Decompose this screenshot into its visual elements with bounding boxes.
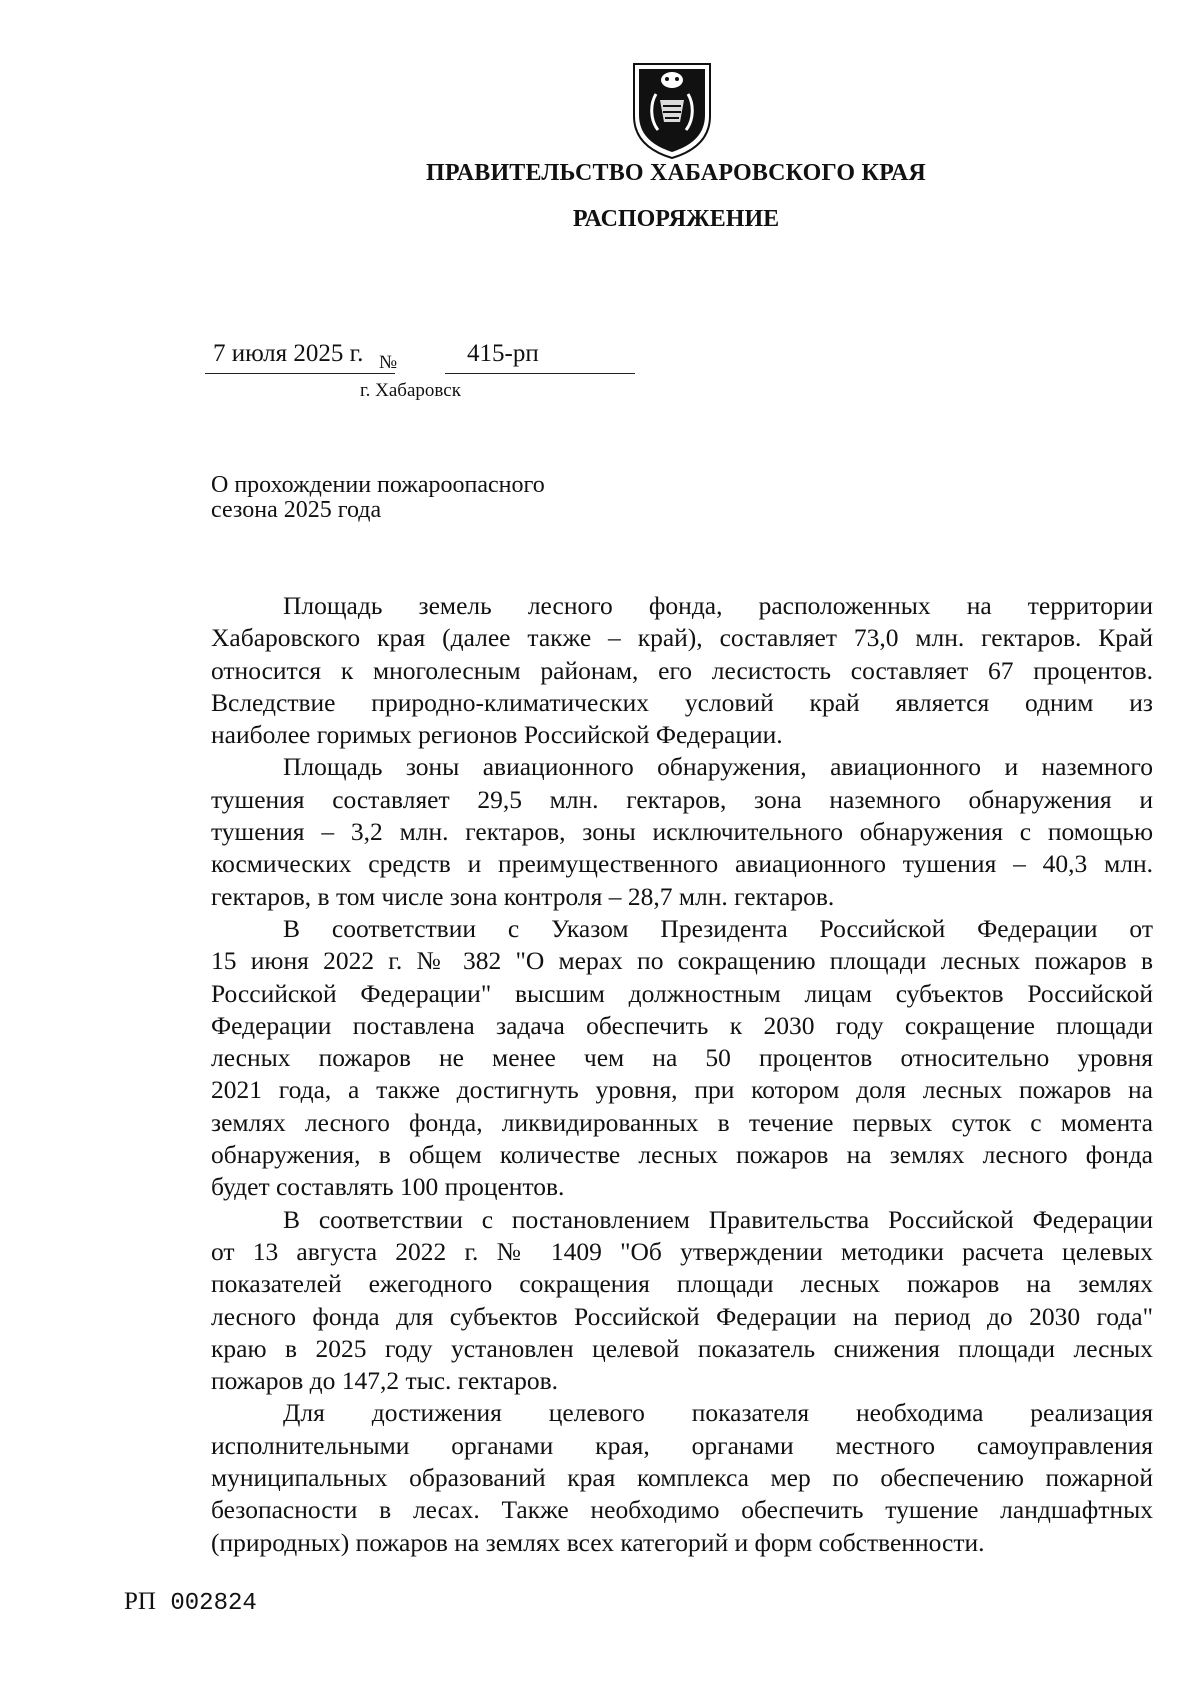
- text-line: 15 июня 2022 г. № 382 "О мерах по сокращению площади лесных пожаров в: [211, 946, 1153, 976]
- paragraph: [211, 1397, 1153, 1558]
- text-line: наиболее горимых регионов Российской Федерации.: [211, 720, 783, 750]
- text-line: обнаружения, в общем количестве лесных пожаров на землях лесного фонда: [211, 1140, 1153, 1170]
- date-underline: [205, 373, 395, 374]
- text-line: Площадь земель лесного фонда, расположенных на территории: [283, 591, 1153, 620]
- paragraph: [211, 1204, 1153, 1398]
- subject-line: О прохождении пожароопасного: [211, 472, 545, 498]
- document-body: [211, 590, 1153, 1559]
- text-line: землях лесного фонда, ликвидированных в течение первых суток с момента: [211, 1107, 1153, 1137]
- text-line: относится к многолесным районам, его лесистость составляет 67 процентов.: [211, 655, 1153, 685]
- subject-line: сезона 2025 года: [211, 497, 382, 523]
- text-line: тушения составляет 29,5 млн. гектаров, зона наземного обнаружения и: [211, 784, 1153, 814]
- text-line: лесных пожаров не менее чем на 50 процентов относительно уровня: [211, 1043, 1153, 1073]
- text-line: Федерации поставлена задача обеспечить к 2030 году сокращение площади: [211, 1010, 1153, 1040]
- form-serial-code: [124, 1588, 257, 1617]
- paragraph: [211, 590, 1153, 751]
- text-line: тушения – 3,2 млн. гектаров, зоны исключительного обнаружения с помощью: [211, 817, 1153, 847]
- text-line: Площадь зоны авиационного обнаружения, авиационного и наземного: [283, 752, 1153, 782]
- text-line: В соответствии с Указом Президента Российской Федерации от: [283, 913, 1153, 943]
- number-underline: [445, 373, 635, 374]
- paragraph: [211, 913, 1153, 1204]
- text-line: безопасности в лесах. Также необходимо обеспечить тушение ландшафтных: [211, 1495, 1153, 1525]
- text-line: пожаров до 147,2 тыс. гектаров.: [211, 1366, 558, 1396]
- text-line: Вследствие природно-климатических условий край является одним из: [211, 687, 1153, 717]
- registration-block: [205, 340, 635, 400]
- document-date: 7 июля 2025 г.: [213, 340, 364, 367]
- text-line: 2021 года, а также достигнуть уровня, при котором доля лесных пожаров на: [211, 1075, 1153, 1105]
- text-line: краю в 2025 году установлен целевой показатель снижения площади лесных: [211, 1333, 1153, 1363]
- text-line: Российской Федерации" высшим должностным лицам субъектов Российской: [211, 978, 1153, 1008]
- text-line: космических средств и преимущественного авиационного тушения – 40,3 млн.: [211, 849, 1153, 879]
- text-line: муниципальных образований края комплекса мер по обеспечению пожарной: [211, 1463, 1153, 1493]
- text-line: Хабаровского края (далее также – край), составляет 73,0 млн. гектаров. Край: [211, 623, 1153, 653]
- text-line: лесного фонда для субъектов Российской Федерации на период до 2030 года": [211, 1301, 1153, 1331]
- document-type: РАСПОРЯЖЕНИЕ: [572, 206, 780, 232]
- form-prefix: РП: [124, 1588, 156, 1615]
- coat-of-arms-icon: [630, 60, 714, 160]
- document-number: 415-рп: [467, 340, 539, 367]
- text-line: будет составлять 100 процентов.: [211, 1172, 565, 1202]
- number-sign: №: [379, 352, 398, 373]
- text-line: показателей ежегодного сокращения площади лесных пожаров на землях: [211, 1269, 1153, 1299]
- text-line: Для достижения целевого показателя необходима реализация: [283, 1398, 1153, 1428]
- paragraph: [211, 751, 1153, 912]
- document-subject: [211, 473, 711, 523]
- organization-title: ПРАВИТЕЛЬСТВО ХАБАРОВСКОГО КРАЯ: [426, 160, 926, 186]
- text-line: В соответствии с постановлением Правительства Российской Федерации: [283, 1204, 1153, 1234]
- document-city: г. Хабаровск: [360, 380, 461, 401]
- text-line: от 13 августа 2022 г. № 1409 "Об утверждении методики расчета целевых: [211, 1236, 1153, 1266]
- text-line: исполнительными органами края, органами местного самоуправления: [211, 1430, 1153, 1460]
- form-serial: 002824: [170, 1590, 257, 1617]
- text-line: гектаров, в том числе зона контроля – 28,7 млн. гектаров.: [211, 881, 835, 911]
- text-line: (природных) пожаров на землях всех категорий и форм собственности.: [211, 1527, 985, 1557]
